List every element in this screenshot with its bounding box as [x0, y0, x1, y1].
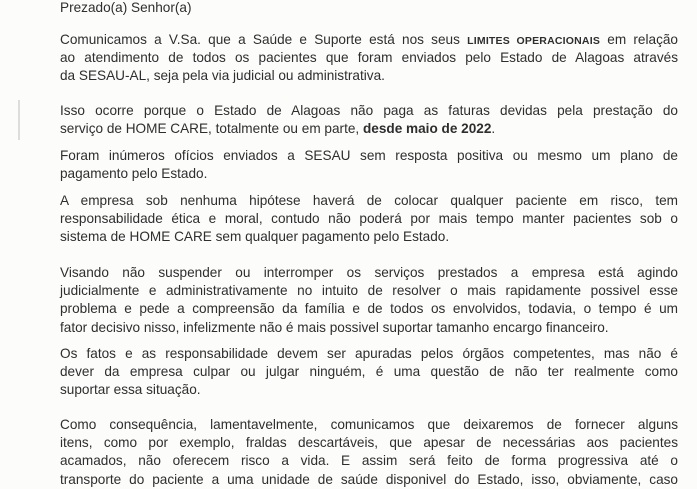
paragraph-line: suportar essa situação. — [60, 382, 201, 398]
paragraph-line: itens, como por exemplo, fraldas descartáveis, que apesar de necessárias aos pacientes — [60, 435, 678, 451]
paragraph-line: A empresa sob nenhuma hipótese haverá de colocar qualquer paciente em risco, tem — [60, 193, 678, 208]
paragraph-line: responsabilidade ética e moral, contudo não poderá por mais tempo manter pacientes sob o — [60, 211, 678, 227]
paragraph-line: sistema de HOME CARE sem qualquer pagamento pelo Estado. — [60, 229, 450, 245]
paragraph-1 — [60, 31, 678, 86]
paragraph-5 — [60, 264, 678, 337]
text-segment: Comunicamos a V.Sa. que a Saúde e Suporte está nos seus — [60, 32, 468, 47]
paragraph-line: Isso ocorre porque o Estado de Alagoas não paga as faturas devidas pela prestação do — [60, 103, 678, 118]
paragraph-line: Foram inúmeros ofícios enviados a SESAU sem resposta positiva ou mesmo um plano de — [60, 148, 678, 163]
paragraph-line: fator decisivo nisso, infelizmente não é mais possivel suportar tamanho encargo financeiro. — [60, 319, 609, 335]
paragraph-line: transporte do paciente a uma unidade de saúde disponivel do Estado, isso, obviamente, caso — [60, 471, 678, 487]
emphasis-text: LIMITES OPERACIONAIS — [467, 35, 601, 47]
salutation: Prezado(a) Senhor(a) — [60, 0, 192, 15]
paragraph-4 — [60, 192, 678, 247]
paragraph-line: ao atendimento de todos os pacientes que foram enviados pelo Estado de Alagoas através — [60, 50, 678, 66]
paragraph-line: Como consequência, lamentavelmente, comunicamos que deixaremos de fornecer alguns — [60, 417, 678, 432]
paragraph-2 — [60, 102, 678, 138]
paragraph-line: dever da empresa culpar ou julgar ninguém, é uma questão de não ter realmente como — [60, 364, 678, 380]
paragraph-line: da SESAU-AL, seja pela via judicial ou administrativa. — [60, 68, 385, 84]
paragraph-3 — [60, 147, 678, 183]
paragraph-line: acamados, não oferecem risco a vida. E assim será feito de forma progressiva até o — [60, 453, 678, 469]
paragraph-6 — [60, 345, 678, 400]
paragraph-line: judicialmente e administrativamente no intuito de resolver o mais rapidamente possivel esse — [60, 283, 678, 299]
salutation-block — [60, 0, 678, 17]
paragraph-line: problema e pede a compreensão da família e de todos os envolvidos, todavia, o tempo é um — [60, 301, 678, 317]
text-segment: serviço de HOME CARE, totalmente ou em parte, — [60, 121, 363, 137]
text-segment: . — [491, 121, 496, 137]
text-segment: em relação — [600, 32, 678, 47]
paragraph-line: Os fatos e as responsabilidade devem ser apuradas pelos órgãos competentes, mas não é — [60, 346, 678, 361]
paragraph-line: pagamento pelo Estado. — [60, 166, 208, 182]
paragraph-7 — [60, 416, 678, 489]
scan-artifact — [18, 100, 20, 140]
paragraph-line — [60, 120, 678, 138]
paragraph-line: Visando não suspender ou interromper os serviços prestados a empresa está agindo — [60, 265, 678, 280]
paragraph-line — [60, 31, 678, 49]
bold-date-text: desde maio de 2022 — [362, 121, 492, 137]
